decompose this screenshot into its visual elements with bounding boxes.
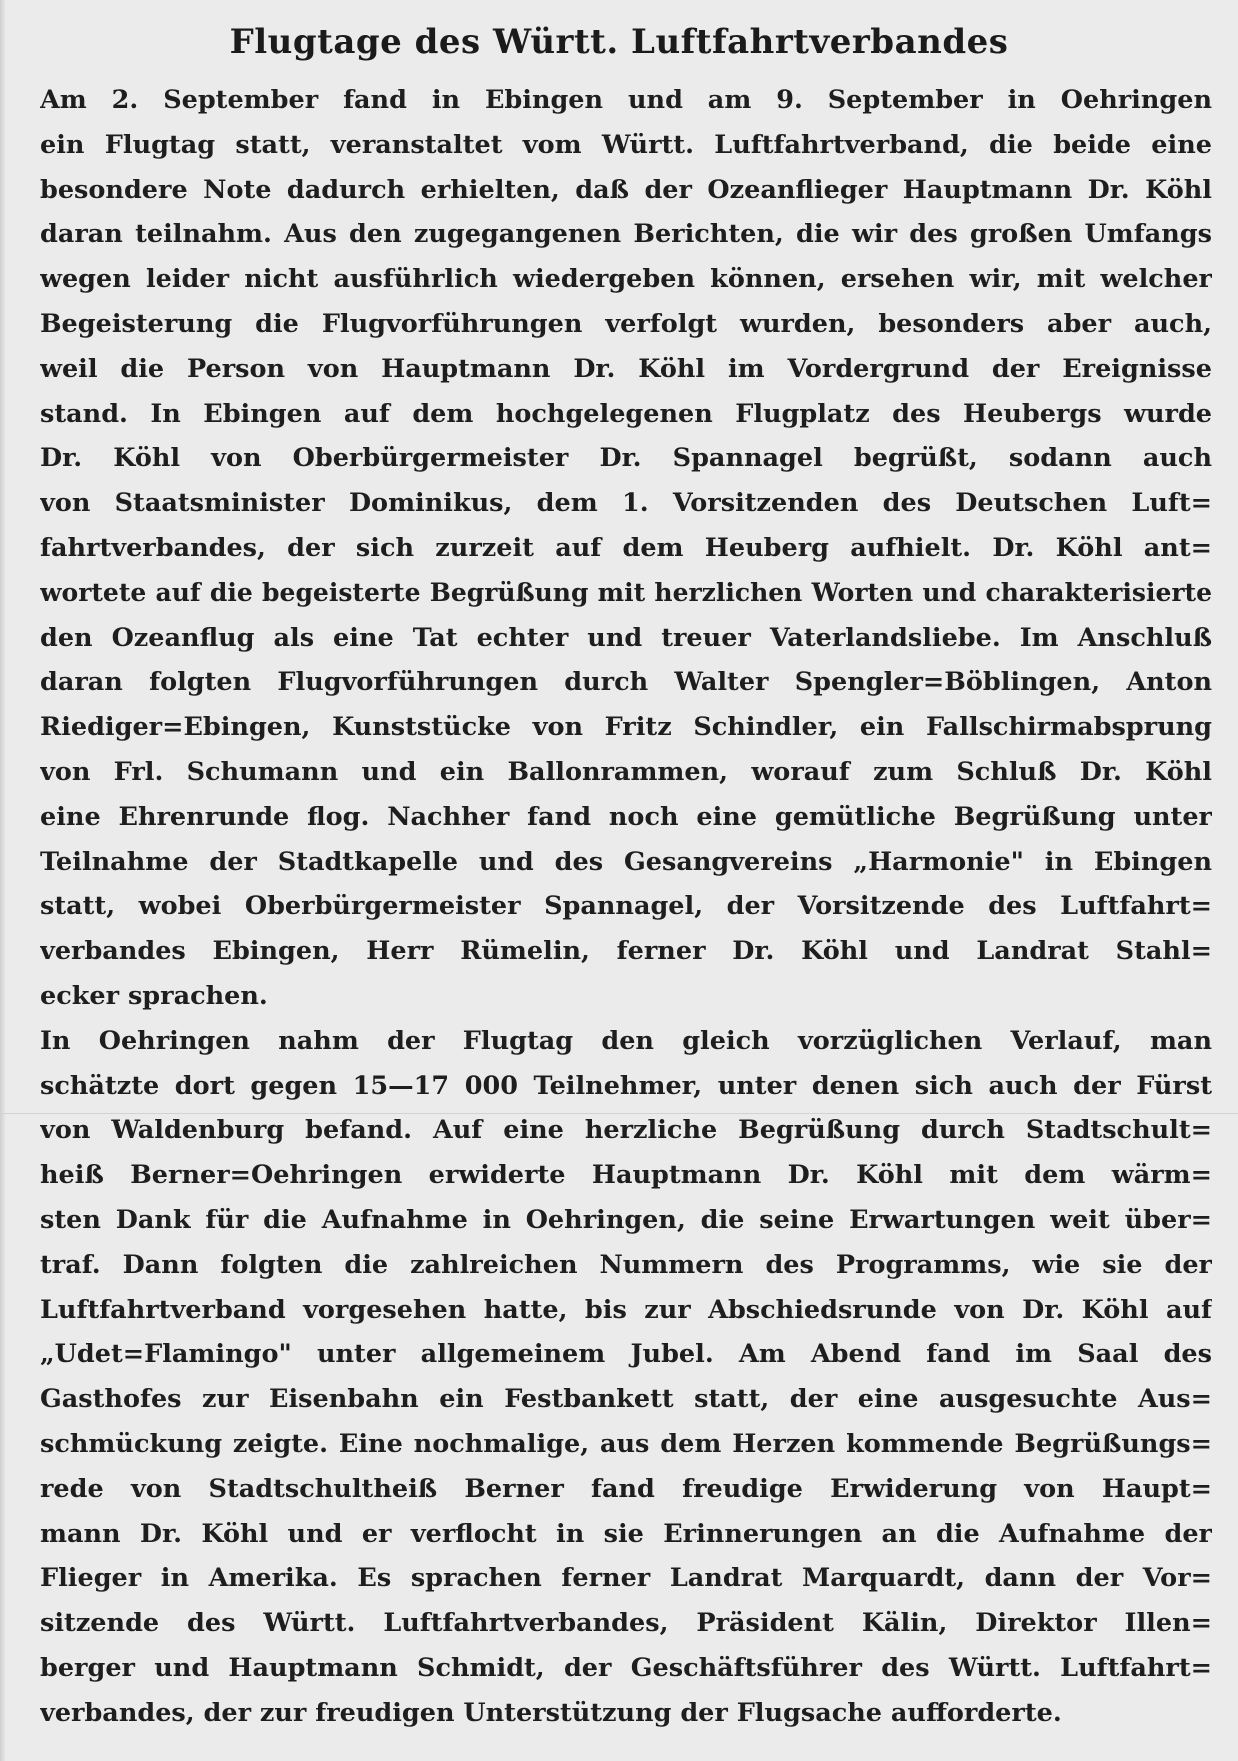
text-line: weil die Person von Hauptmann Dr. Köhl im Vordergrund der Ereignisse bbox=[40, 353, 1212, 384]
paragraph-end-line: ecker sprachen. bbox=[40, 980, 268, 1011]
text-line: ein Flugtag statt, veranstaltet vom Württ. Luftfahrtverband, die beide eine bbox=[40, 129, 1212, 160]
text-line: von Frl. Schumann und ein Ballonrammen, worauf zum Schluß Dr. Köhl bbox=[40, 756, 1212, 787]
scan-edge-shadow bbox=[0, 0, 6, 1761]
text-line: den Ozeanflug als eine Tat echter und treuer Vaterlandsliebe. Im Anschluß bbox=[40, 622, 1212, 653]
article-body bbox=[40, 78, 1212, 1735]
text-line: Luftfahrtverband vorgesehen hatte, bis zur Abschiedsrunde von Dr. Köhl auf bbox=[40, 1294, 1212, 1325]
text-line: von Waldenburg befand. Auf eine herzliche Begrüßung durch Stadtschult= bbox=[40, 1115, 1212, 1146]
text-line: stand. In Ebingen auf dem hochgelegenen Flugplatz des Heubergs wurde bbox=[40, 398, 1212, 429]
text-line: traf. Dann folgten die zahlreichen Nummern des Programms, wie sie der bbox=[40, 1249, 1212, 1280]
text-line: statt, wobei Oberbürgermeister Spannagel, der Vorsitzende des Luftfahrt= bbox=[40, 891, 1212, 922]
text-line: eine Ehrenrunde flog. Nachher fand noch eine gemütliche Begrüßung unter bbox=[40, 801, 1212, 832]
text-line: besondere Note dadurch erhielten, daß der Ozeanflieger Hauptmann Dr. Köhl bbox=[40, 174, 1212, 205]
text-line: daran folgten Flugvorführungen durch Walter Spengler=Böblingen, Anton bbox=[40, 667, 1212, 698]
text-line: schmückung zeigte. Eine nochmalige, aus dem Herzen kommende Begrüßungs= bbox=[40, 1428, 1212, 1459]
text-line: Am 2. September fand in Ebingen und am 9. September in Oehringen bbox=[40, 85, 1212, 115]
text-line: Flieger in Amerika. Es sprachen ferner Landrat Marquardt, dann der Vor= bbox=[40, 1563, 1212, 1594]
text-line: sten Dank für die Aufnahme in Oehringen, die seine Erwartungen weit über= bbox=[40, 1204, 1212, 1235]
text-line: In Oehringen nahm der Flugtag den gleich vorzüglichen Verlauf, man bbox=[40, 1025, 1212, 1056]
text-line: verbandes Ebingen, Herr Rümelin, ferner Dr. Köhl und Landrat Stahl= bbox=[40, 936, 1212, 967]
text-line: sitzende des Württ. Luftfahrtverbandes, Präsident Kälin, Direktor Illen= bbox=[40, 1608, 1212, 1639]
text-line: Gasthofes zur Eisenbahn ein Festbankett statt, der eine ausgesuchte Aus= bbox=[40, 1384, 1212, 1415]
text-line: mann Dr. Köhl und er verflocht in sie Erinnerungen an die Aufnahme der bbox=[40, 1518, 1212, 1549]
text-line: wegen leider nicht ausführlich wiedergeben können, ersehen wir, mit welcher bbox=[40, 264, 1212, 295]
text-line: fahrtverbandes, der sich zurzeit auf dem Heuberg aufhielt. Dr. Köhl ant= bbox=[40, 532, 1212, 563]
text-line: berger und Hauptmann Schmidt, der Geschäftsführer des Württ. Luftfahrt= bbox=[40, 1652, 1212, 1683]
paragraph-end-line: verbandes, der zur freudigen Unterstützung der Flugsache aufforderte. bbox=[40, 1697, 1062, 1728]
text-line: von Staatsminister Dominikus, dem 1. Vorsitzenden des Deutschen Luft= bbox=[40, 488, 1212, 519]
text-line: wortete auf die begeisterte Begrüßung mit herzlichen Worten und charakterisierte bbox=[40, 577, 1212, 607]
text-line: heiß Berner=Oehringen erwiderte Hauptmann Dr. Köhl mit dem wärm= bbox=[40, 1160, 1212, 1191]
text-line: daran teilnahm. Aus den zugegangenen Berichten, die wir des großen Umfangs bbox=[40, 219, 1212, 250]
text-line: Dr. Köhl von Oberbürgermeister Dr. Spannagel begrüßt, sodann auch bbox=[40, 443, 1212, 474]
text-line: „Udet=Flamingo" unter allgemeinem Jubel. Am Abend fand im Saal des bbox=[40, 1339, 1212, 1370]
article-title: Flugtage des Württ. Luftfahrtverbandes bbox=[229, 22, 1009, 62]
text-line: schätzte dort gegen 15—17 000 Teilnehmer, unter denen sich auch der Fürst bbox=[40, 1070, 1212, 1101]
text-line: rede von Stadtschultheiß Berner fand freudige Erwiderung von Haupt= bbox=[40, 1473, 1212, 1504]
text-line: Riediger=Ebingen, Kunststücke von Fritz Schindler, ein Fallschirmabsprung bbox=[40, 712, 1212, 743]
text-line: Begeisterung die Flugvorführungen verfolgt wurden, besonders aber auch, bbox=[40, 308, 1212, 339]
text-line: Teilnahme der Stadtkapelle und des Gesangvereins „Harmonie" in Ebingen bbox=[40, 846, 1212, 877]
